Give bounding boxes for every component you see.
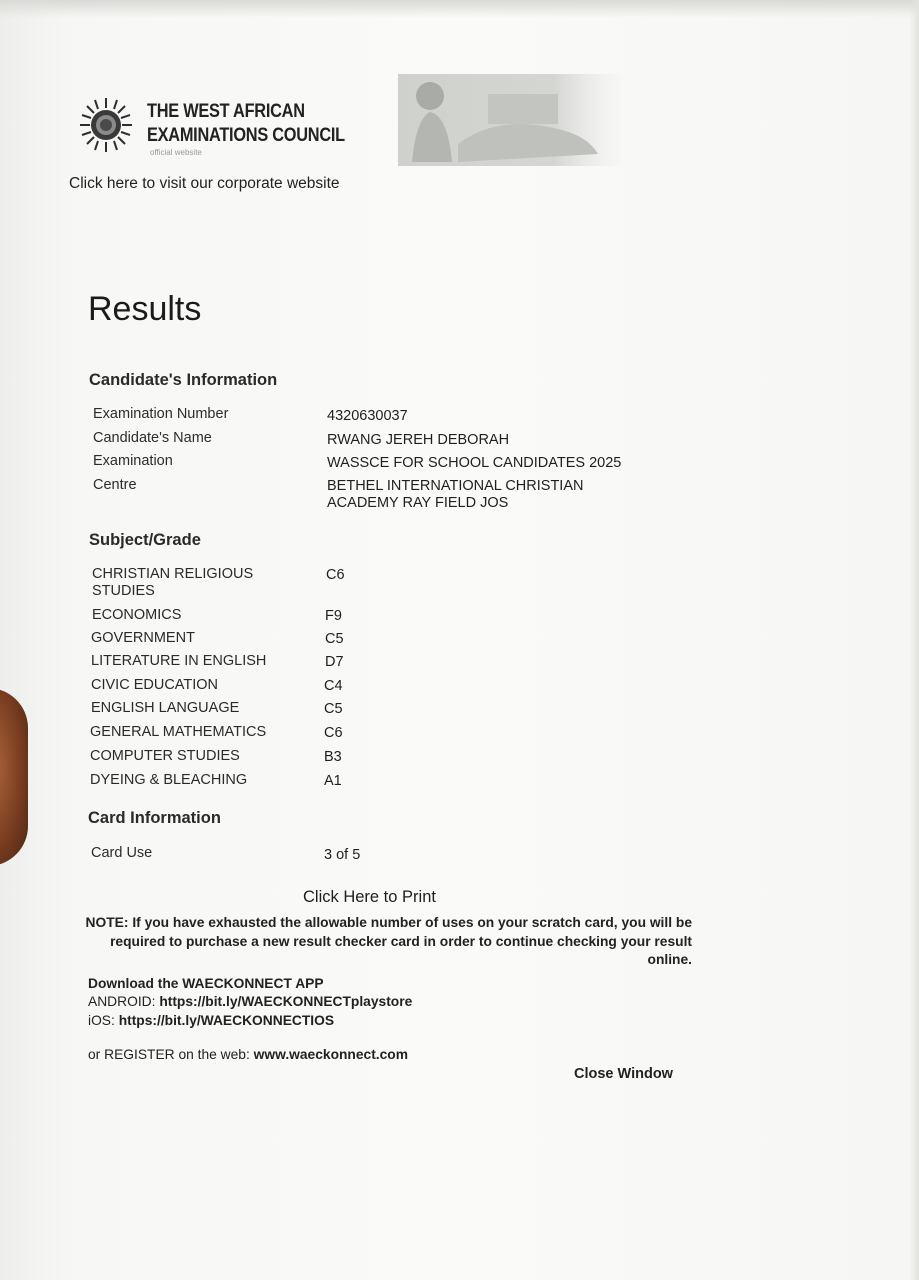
app-download-title: Download the WAECKONNECT APP (88, 976, 324, 991)
field-value-candidate-name: RWANG JEREH DEBORAH (327, 432, 510, 448)
card-use-value: 3 of 5 (324, 847, 361, 863)
subject-grade: F9 (325, 608, 342, 624)
subject-name: GOVERNMENT (91, 630, 195, 646)
subject-name: CHRISTIAN RELIGIOUS STUDIES (92, 566, 254, 599)
subject-grade: C6 (324, 725, 343, 741)
android-row (88, 993, 412, 1011)
card-info-heading: Card Information (88, 809, 221, 827)
subject-name: ENGLISH LANGUAGE (91, 700, 240, 716)
field-label: Examination (93, 453, 173, 469)
subject-name: GENERAL MATHEMATICS (90, 724, 267, 740)
scratch-card-note (70, 914, 692, 970)
waec-seal-icon (78, 96, 134, 154)
field-label: Centre (93, 477, 137, 493)
note-prefix: NOTE: (85, 915, 129, 930)
org-subtitle: official website (150, 148, 202, 157)
subject-grade: C5 (325, 631, 344, 647)
field-value-centre: BETHEL INTERNATIONAL CHRISTIAN ACADEMY RAY FIELD JOS (327, 478, 584, 511)
subject-name: LITERATURE IN ENGLISH (91, 653, 267, 669)
ios-label: iOS: (88, 1013, 115, 1028)
ios-row (88, 1012, 334, 1030)
candidate-info-heading: Candidate's Information (89, 371, 278, 389)
subject-name: ECONOMICS (92, 607, 182, 623)
field-value-exam-number: 4320630037 (327, 408, 408, 424)
field-value-examination: WASSCE FOR SCHOOL CANDIDATES 2025 (327, 455, 622, 471)
register-link[interactable]: www.waeckonnect.com (253, 1047, 409, 1062)
subject-grade-heading: Subject/Grade (89, 531, 201, 549)
android-label: ANDROID: (88, 994, 156, 1009)
banner-photo (398, 74, 620, 166)
register-row (88, 1046, 408, 1064)
note-text: If you have exhausted the allowable number of uses on your scratch card, you will be required to purchase a new result checker card in order to continue checking your result online. (110, 915, 692, 967)
card-use-label: Card Use (91, 845, 153, 861)
subject-grade: D7 (325, 654, 344, 670)
subject-grade: B3 (324, 749, 342, 765)
android-link[interactable]: https://bit.ly/WAECKONNECTplaystore (159, 994, 413, 1009)
close-window-link[interactable]: Close Window (574, 1066, 673, 1082)
corporate-website-link[interactable]: Click here to visit our corporate website (69, 175, 340, 192)
paper-top-shadow (0, 0, 919, 18)
field-label: Candidate's Name (93, 430, 212, 446)
print-link[interactable]: Click Here to Print (303, 888, 436, 906)
subject-grade: C6 (326, 567, 345, 583)
subject-name: COMPUTER STUDIES (90, 748, 240, 764)
org-name: THE WEST AFRICAN EXAMINATIONS COUNCIL (147, 101, 345, 146)
ios-link[interactable]: https://bit.ly/WAECKONNECTIOS (118, 1013, 335, 1028)
page-title: Results (88, 290, 202, 328)
subject-grade: C4 (324, 678, 343, 694)
paper-right-edge (909, 0, 919, 1280)
field-label: Examination Number (93, 406, 229, 422)
register-label: or REGISTER on the web: (88, 1047, 250, 1062)
subject-grade: A1 (324, 773, 342, 789)
subject-name: CIVIC EDUCATION (91, 677, 219, 693)
finger-holding-page (0, 688, 28, 866)
subject-grade: C5 (324, 701, 343, 717)
subject-name: DYEING & BLEACHING (90, 772, 248, 788)
